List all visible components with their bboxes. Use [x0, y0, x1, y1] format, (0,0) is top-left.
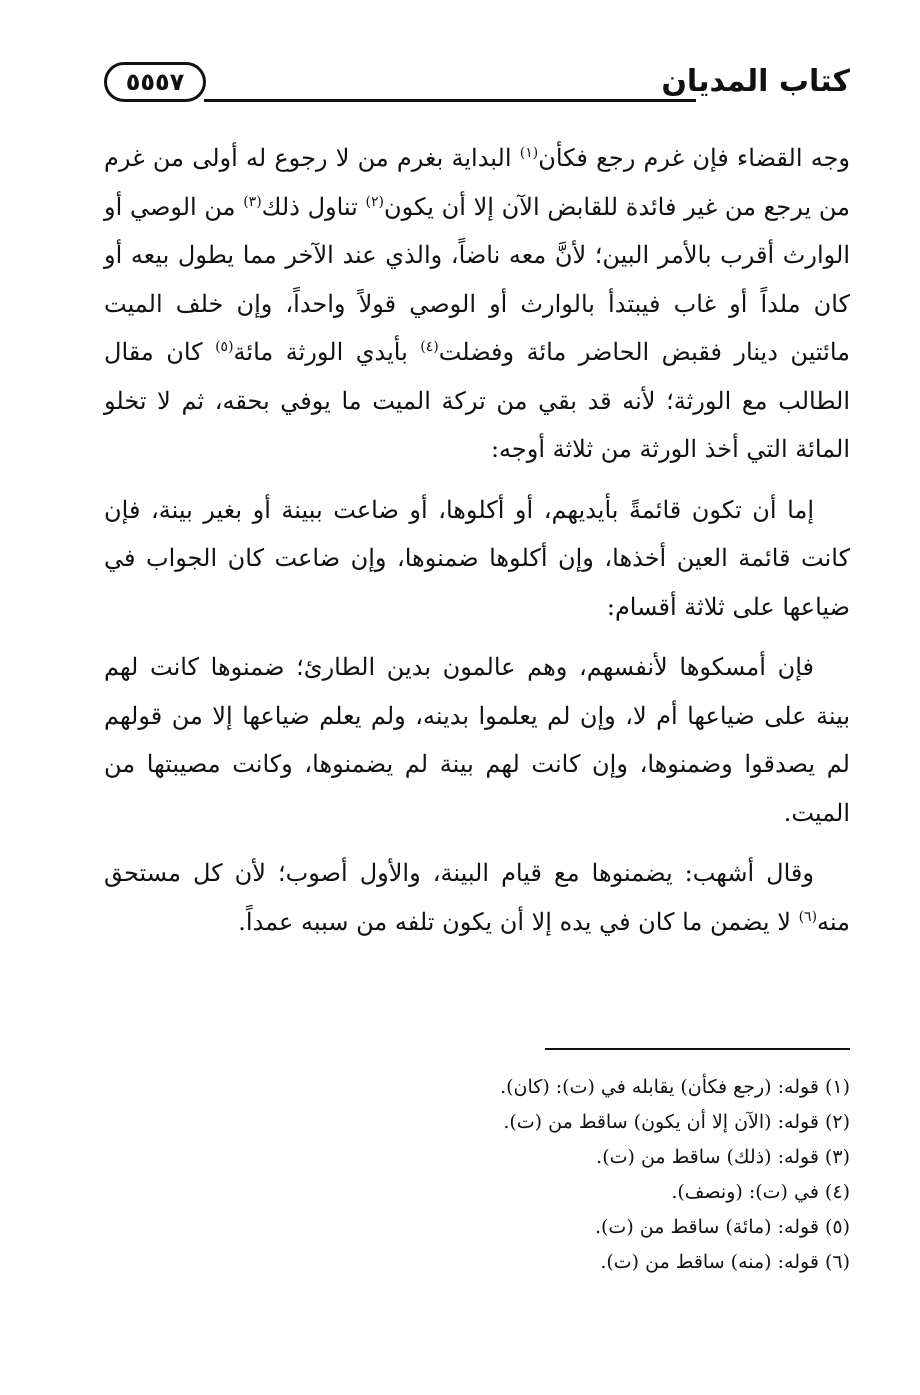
text-run: تناول ذلك [261, 192, 366, 221]
footnote-ref-3: (٣) [243, 193, 262, 210]
book-title: كتاب المديان [661, 64, 850, 99]
text-run: وقال أشهب: يضمنوها مع قيام البينة، والأول أصوب؛ لأن كل مستحق منه [104, 859, 850, 936]
header-rule [204, 99, 696, 102]
paragraph-3: فإن أمسكوها لأنفسهم، وهم عالمون بدين الطارئ؛ ضمنوها كانت لهم بينة على ضياعها أم لا، وإن لم يعلموا بدينه، ولم يعلم ضياعها إلا من قولهم لم يصدقوا وضمنوها، وإن كانت لهم بينة لم يضمنوها، وكانت مصيبتها من الميت. [104, 653, 850, 827]
page-header [104, 60, 850, 116]
main-text [104, 134, 850, 958]
footnote-ref-4: (٤) [420, 339, 439, 355]
page-number-badge [104, 62, 206, 102]
paragraph-2: إما أن تكون قائمةً بأيديهم، أو أكلوها، أو ضاعت ببينة أو بغير بينة، فإن كانت قائمة العين أخذها، وإن أكلوها ضمنوها، وإن ضاعت كان الجواب في ضياعها على ثلاثة أقسام: [104, 495, 851, 621]
paragraph-1 [104, 134, 850, 474]
text-run: بأيدي الورثة مائة [233, 338, 421, 366]
text-run: من الوصي أو الوارث أقرب بالأمر البين؛ لأنَّ معه ناضاً، والذي عند الآخر مما يطول بيعه أو كان ملداً أو غاب فيبتدأ بالوارث أو الوصي قولاً واحداً، وإن خلف الميت مائتين دينار فقبض الحاضر مائة وفضلت [104, 192, 850, 366]
footnote-ref-5: (٥) [215, 339, 234, 355]
footnote-ref-1: (١) [519, 145, 539, 161]
text-run: وجه القضاء فإن غرم رجع فكأن [538, 144, 850, 172]
footnotes-list [104, 1070, 850, 1280]
text-run: البداية بغرم من لا رجوع له أولى من غرم من يرجع من غير فائدة للقابض الآن إلا أن يكون [104, 144, 850, 221]
footnote-3: (٣) قوله: (ذلك) ساقط من (ت). [596, 1146, 850, 1168]
text-run: لا يضمن ما كان في يده إلا أن يكون تلفه من سببه عمداً. [238, 907, 799, 936]
footnote-1: (١) قوله: (رجع فكأن) يقابله في (ت): (كان). [500, 1076, 850, 1098]
page-number: ٥٥٥٧ [125, 68, 185, 96]
footnote-5: (٥) قوله: (مائة) ساقط من (ت). [594, 1216, 850, 1238]
text-run: كان مقال الطالب مع الورثة؛ لأنه قد بقي من تركة الميت ما يوفي بحقه، ثم لا تخلو المائة التي أخذ الورثة من ثلاثة أوجه: [104, 338, 850, 463]
footnote-ref-2: (٢) [365, 193, 384, 210]
footnote-separator [545, 1048, 850, 1050]
footnote-4: (٤) في (ت): (ونصف). [671, 1181, 850, 1203]
paragraph-4 [104, 849, 850, 946]
footnote-6: (٦) قوله: (منه) ساقط من (ت). [600, 1251, 850, 1273]
footnote-2: (٢) قوله: (الآن إلا أن يكون) ساقط من (ت). [503, 1111, 850, 1133]
footnote-ref-6: (٦) [798, 908, 818, 925]
